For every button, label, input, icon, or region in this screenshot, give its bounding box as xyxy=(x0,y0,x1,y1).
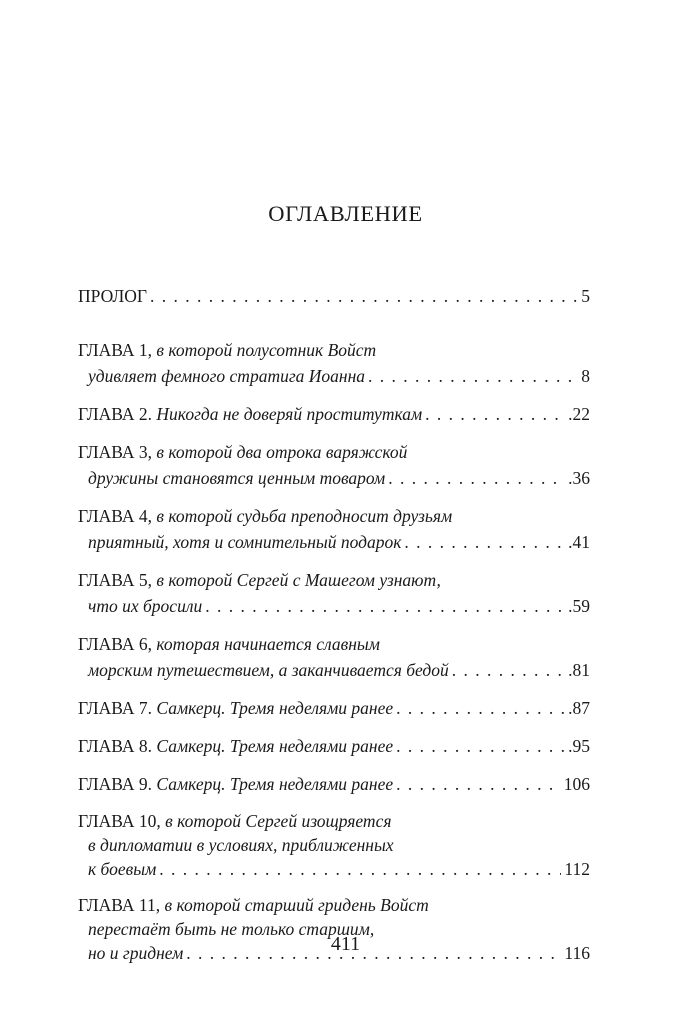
entry-page-number: 116 xyxy=(564,943,590,963)
entry-page-number: .59 xyxy=(568,596,590,616)
toc-entry-chapter-4[interactable] xyxy=(78,503,590,555)
toc-entry-chapter-10[interactable] xyxy=(78,809,590,881)
entry-separator: , xyxy=(147,506,157,526)
entry-page-number: .41 xyxy=(568,532,590,552)
entry-label: ГЛАВА 10 xyxy=(78,811,157,831)
toc-entry-chapter-7[interactable] xyxy=(78,695,590,721)
entry-separator: , xyxy=(147,634,157,654)
dot-leader xyxy=(205,593,565,619)
entry-page-number: .87 xyxy=(568,698,590,718)
toc-entry-chapter-6[interactable] xyxy=(78,631,590,683)
entry-separator: . xyxy=(147,698,157,718)
dot-leader xyxy=(396,695,565,721)
toc-entry-chapter-5[interactable] xyxy=(78,567,590,619)
entry-label: ГЛАВА 2 xyxy=(78,404,148,424)
dot-leader xyxy=(396,771,561,797)
entry-title-line: удивляет фемного стратига Иоанна xyxy=(88,366,366,386)
toc-entry-chapter-8[interactable] xyxy=(78,733,590,759)
entry-label: ГЛАВА 11 xyxy=(78,895,156,915)
entry-title-line: но и гриднем xyxy=(88,943,184,963)
entry-separator: , xyxy=(147,340,157,360)
entry-separator: . xyxy=(147,404,157,424)
entry-separator: , xyxy=(155,895,165,915)
table-of-contents xyxy=(78,283,590,977)
entry-page-number: 112 xyxy=(564,859,590,879)
entry-label: ГЛАВА 9 xyxy=(78,774,148,794)
dot-leader xyxy=(404,529,565,555)
entry-title-line: Никогда не доверяй проституткам xyxy=(156,404,423,424)
entry-title-line: в которой старший гридень Войст xyxy=(164,895,429,915)
entry-title-line: Самкерц. Тремя неделями ранее xyxy=(156,774,394,794)
page-title: ОГЛАВЛЕНИЕ xyxy=(268,201,423,226)
dot-leader xyxy=(388,465,565,491)
dot-leader xyxy=(159,857,561,881)
dot-leader xyxy=(396,733,565,759)
entry-title-line: перестаёт быть не только старшим, xyxy=(88,919,375,939)
entry-page-number: .36 xyxy=(568,468,590,488)
toc-entry-chapter-1[interactable] xyxy=(78,337,590,389)
toc-entry-prologue[interactable] xyxy=(78,283,590,309)
entry-title-line: в которой Сергей изощряется xyxy=(165,811,392,831)
entry-title-line: которая начинается славным xyxy=(156,634,380,654)
entry-title-line: Самкерц. Тремя неделями ранее xyxy=(156,698,394,718)
entry-page-number: 106 xyxy=(563,774,590,794)
toc-entry-chapter-9[interactable] xyxy=(78,771,590,797)
entry-separator: , xyxy=(147,570,157,590)
entry-separator: . xyxy=(147,774,157,794)
dot-leader xyxy=(452,657,565,683)
entry-title-line: что их бросили xyxy=(88,596,203,616)
entry-title-line: к боевым xyxy=(88,859,157,879)
entry-label: ГЛАВА 4 xyxy=(78,506,148,526)
entry-title-line: в которой полусотник Войст xyxy=(156,340,377,360)
entry-title-line: в которой Сергей с Машегом узнают, xyxy=(156,570,441,590)
dot-leader xyxy=(368,363,578,389)
dot-leader xyxy=(150,283,578,309)
entry-title-line: в которой два отрока варяжской xyxy=(156,442,408,462)
entry-separator: . xyxy=(147,736,157,756)
entry-label: ГЛАВА 3 xyxy=(78,442,148,462)
entry-title-line: дружины становятся ценным товаром xyxy=(88,468,386,488)
toc-entry-chapter-3[interactable] xyxy=(78,439,590,491)
toc-entry-chapter-2[interactable] xyxy=(78,401,590,427)
entry-title-line: в дипломатии в условиях, приближенных xyxy=(88,835,394,855)
entry-title-line: в которой судьба преподносит друзьям xyxy=(156,506,453,526)
entry-label: ГЛАВА 1 xyxy=(78,340,148,360)
entry-page-number: .81 xyxy=(568,660,590,680)
dot-leader xyxy=(425,401,565,427)
entry-label: ГЛАВА 5 xyxy=(78,570,148,590)
entry-title-line: Самкерц. Тремя неделями ранее xyxy=(156,736,394,756)
entry-title-line: приятный, хотя и сомнительный подарок xyxy=(88,532,402,552)
entry-page-number: .95 xyxy=(568,736,590,756)
page-number: 411 xyxy=(330,933,361,955)
entry-page-number: 8 xyxy=(581,366,590,386)
entry-separator: , xyxy=(156,811,166,831)
entry-label: ПРОЛОГ xyxy=(78,286,147,306)
entry-separator: , xyxy=(147,442,157,462)
entry-label: ГЛАВА 7 xyxy=(78,698,148,718)
entry-label: ГЛАВА 6 xyxy=(78,634,148,654)
entry-page-number: 5 xyxy=(581,286,590,306)
entry-page-number: .22 xyxy=(568,404,590,424)
entry-title-line: морским путешествием, а заканчивается бедой xyxy=(88,660,449,680)
entry-label: ГЛАВА 8 xyxy=(78,736,148,756)
